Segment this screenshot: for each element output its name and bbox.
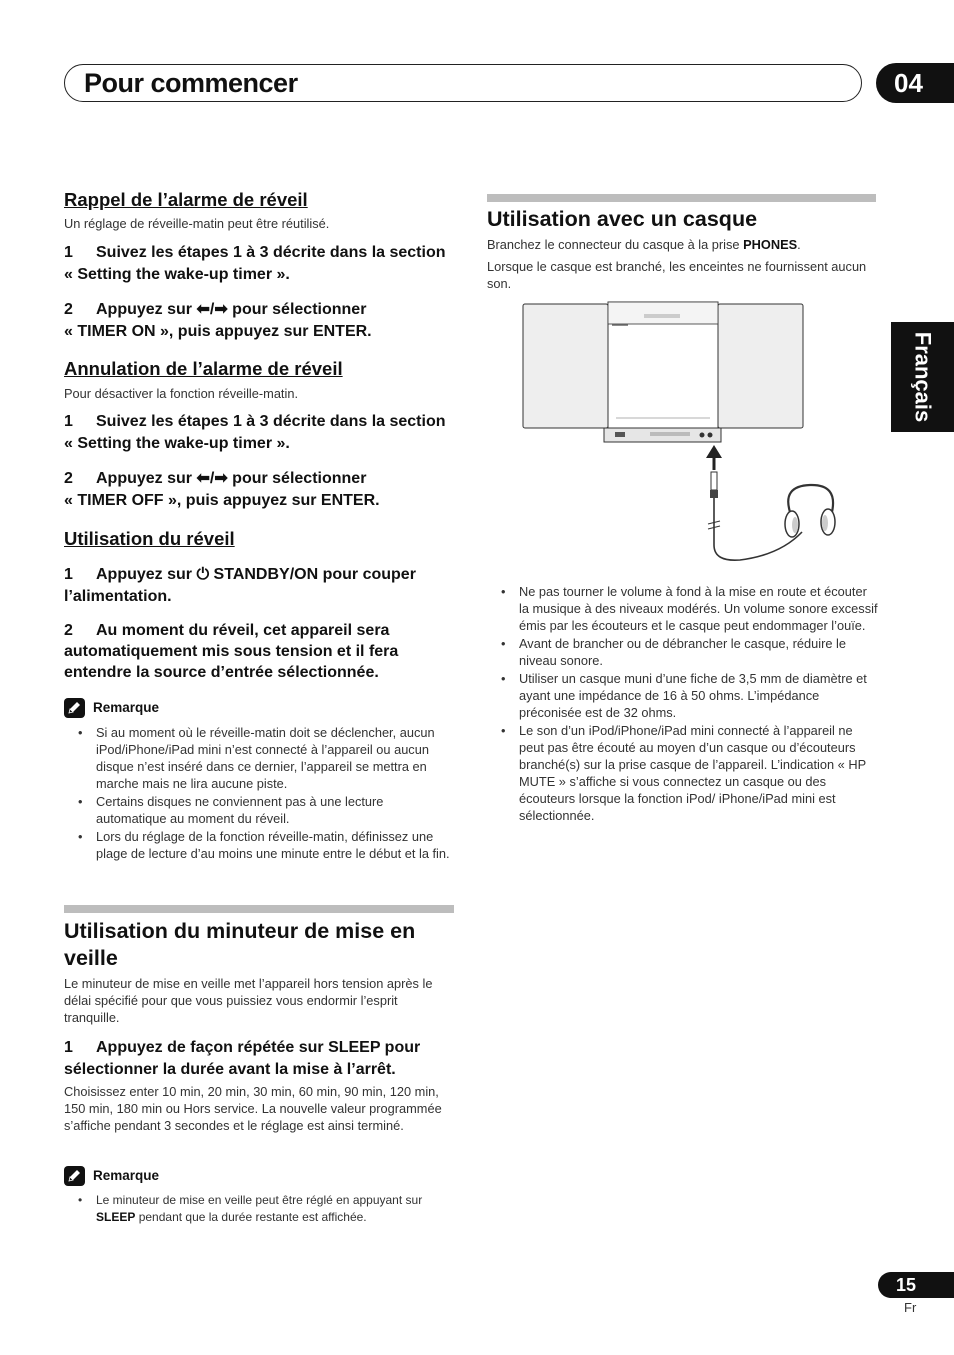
minuteur-intro: Le minuteur de mise en veille met l’appareil hors tension après le délai spécifié pour que vous puissiez vous endormir l’esprit tranquille.	[64, 976, 433, 1025]
section-divider-minuteur	[64, 905, 454, 913]
annulation-intro: Pour désactiver la fonction réveille-matin.	[64, 386, 299, 401]
annulation-step-2: 2 Appuyez sur ⬅/➡ pour sélectionner « TIMER OFF », puis appuyez sur ENTER.	[64, 470, 380, 509]
rappel-step-1: 1 Suivez les étapes 1 à 3 décrite dans la section « Setting the wake-up timer ».	[64, 244, 446, 283]
chapter-badge: 04	[876, 63, 954, 103]
language-label: Français	[910, 331, 936, 423]
list-item: • Le son d’un iPod/iPhone/iPad mini connecté à l’appareil ne peut pas être écouté au moyen d’un casque ou d’écouteurs branché(s) sur la prise casque de l’appareil. L’indication « HP MUTE » s’affiche si vous connectez un casque ou des écouteurs lorsque la fonction iPod/ iPhone/iPad mini est sélectionnée.	[487, 722, 879, 824]
page-title: Pour commencer	[84, 68, 298, 98]
headphones-illustration	[520, 300, 840, 570]
casque-notes-list	[487, 583, 879, 825]
language-tab	[891, 322, 954, 432]
rappel-heading: Rappel de l’alarme de réveil	[64, 189, 308, 210]
casque-intro-2: Lorsque le casque est branché, les enceintes ne fournissent aucun son.	[487, 259, 867, 291]
annulation-heading: Annulation de l’alarme de réveil	[64, 358, 343, 379]
minuteur-heading: Utilisation du minuteur de mise en veille	[64, 919, 416, 970]
reveil-step-2: 2 Au moment du réveil, cet appareil sera automatiquement mis sous tension et il fera entendre la source d’entrée sélectionnée.	[64, 622, 399, 681]
rappel-intro: Un réglage de réveille-matin peut être réutilisé.	[64, 216, 330, 231]
reveil-notes-list	[64, 724, 456, 863]
reveil-step-1: 1 Appuyez sur ⏻ STANDBY/ON pour couper l’alimentation.	[64, 566, 416, 605]
minuteur-step-1: 1 Appuyez de façon répétée sur SLEEP pour sélectionner la durée avant la mise à l’arrêt.	[64, 1039, 421, 1078]
page-language: Fr	[904, 1300, 917, 1315]
list-item: • Certains disques ne conviennent pas à une lecture automatique au moment du réveil.	[64, 793, 456, 827]
minuteur-notes-list	[64, 1192, 456, 1227]
list-item: • Utiliser un casque muni d’une fiche de 3,5 mm de diamètre et ayant une impédance de 16 à 50 ohms. L’impédance préconisée est de 32 ohms.	[487, 670, 879, 721]
list-item: • Lors du réglage de la fonction réveille-matin, définissez une plage de lecture d’au moins une minute entre le début et la fin.	[64, 828, 456, 862]
casque-heading: Utilisation avec un casque	[487, 207, 758, 231]
list-item: • Le minuteur de mise en veille peut être réglé en appuyant sur SLEEP pendant que la durée restante est affichée.	[64, 1192, 456, 1226]
list-item: • Avant de brancher ou de débrancher le casque, réduire le niveau sonore.	[487, 635, 879, 669]
annulation-step-1: 1 Suivez les étapes 1 à 3 décrite dans la section « Setting the wake-up timer ».	[64, 413, 446, 452]
casque-intro: Branchez le connecteur du casque à la prise PHONES.	[487, 237, 801, 252]
list-item: • Si au moment où le réveille-matin doit se déclencher, aucun iPod/iPhone/iPad mini n’est connecté à l’appareil ou aucun disque n’est inséré dans ce dernier, l’appareil se mettra en marche mais ne lira aucune piste.	[64, 724, 456, 792]
pencil-note-icon	[64, 1166, 85, 1186]
minuteur-step-1-body: Choisissez enter 10 min, 20 min, 30 min, 60 min, 90 min, 120 min, 150 min, 180 min ou Hors service. La nouvelle valeur programmée s’affiche pendant 3 secondes et le réglage est ainsi terminé.	[64, 1084, 442, 1133]
reveil-remark: Remarque	[64, 698, 159, 718]
list-item: • Ne pas tourner le volume à fond à la mise en route et écouter la musique à des niveaux modérés. Un volume sonore excessif émis par les écouteurs et le casque peut endommager l’ouïe.	[487, 583, 879, 634]
reveil-heading: Utilisation du réveil	[64, 528, 235, 549]
page-number: 15	[878, 1272, 954, 1298]
section-divider-casque	[487, 194, 876, 202]
pencil-note-icon	[64, 698, 85, 718]
minuteur-remark: Remarque	[64, 1166, 159, 1186]
rappel-step-2: 2 Appuyez sur ⬅/➡ pour sélectionner « TIMER ON », puis appuyez sur ENTER.	[64, 301, 372, 340]
